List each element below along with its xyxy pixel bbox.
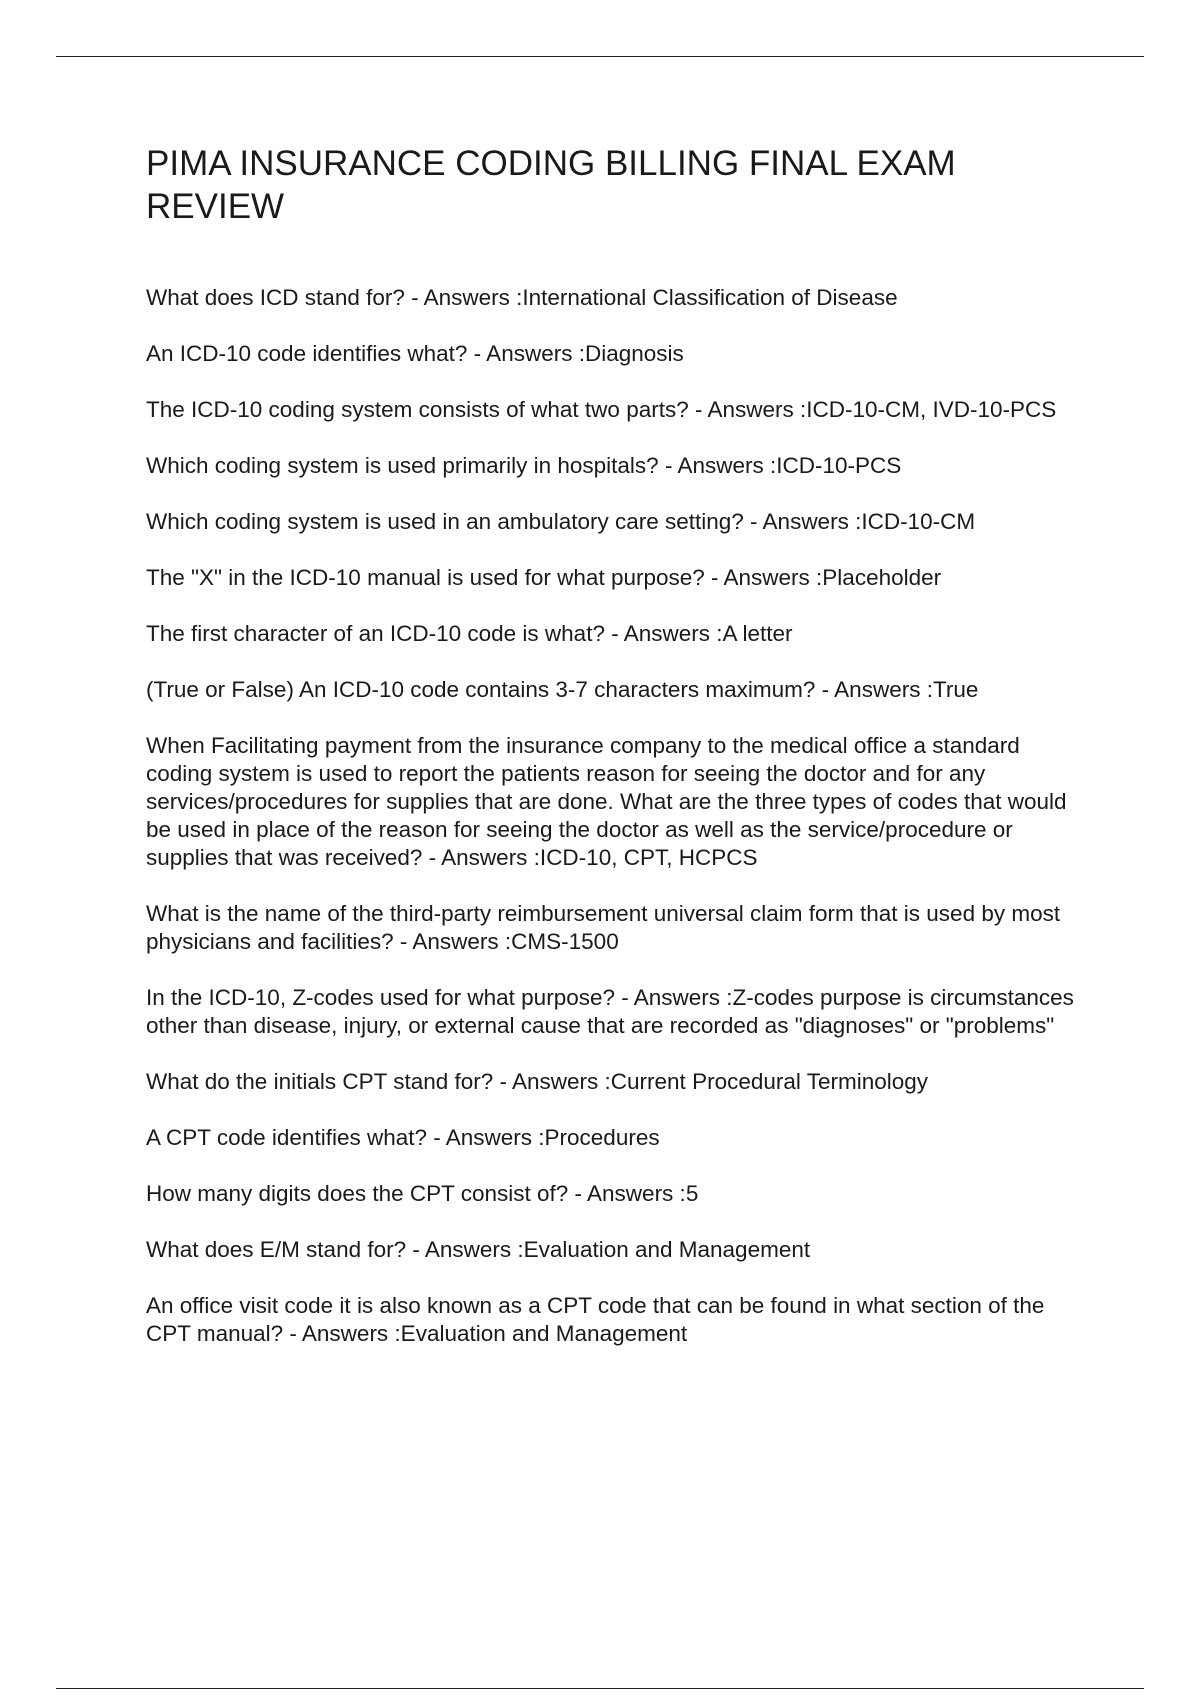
qa-item: The first character of an ICD-10 code is what? - Answers :A letter xyxy=(146,621,793,646)
qa-item: What do the initials CPT stand for? - Answers :Current Procedural Terminology xyxy=(146,1069,929,1094)
qa-item: The ICD-10 coding system consists of what two parts? - Answers :ICD-10-CM, IVD-10-PCS xyxy=(146,397,1057,422)
qa-item: Which coding system is used primarily in hospitals? - Answers :ICD-10-PCS xyxy=(146,453,902,478)
qa-item: An ICD-10 code identifies what? - Answers :Diagnosis xyxy=(146,341,684,366)
top-divider xyxy=(56,56,1144,57)
qa-item: The "X" in the ICD-10 manual is used for what purpose? - Answers :Placeholder xyxy=(146,565,942,590)
page-title: PIMA INSURANCE CODING BILLING FINAL EXAM REVIEW xyxy=(146,144,956,226)
qa-item: What does E/M stand for? - Answers :Evaluation and Management xyxy=(146,1237,811,1262)
qa-item: In the ICD-10, Z-codes used for what purpose? - Answers :Z-codes purpose is circumstances other than disease, injury, or external cause that are recorded as "diagnoses" or "problems" xyxy=(146,985,1074,1038)
qa-item: An office visit code it is also known as a CPT code that can be found in what section of the CPT manual? - Answers :Evaluation and Management xyxy=(146,1293,1045,1346)
qa-item: What is the name of the third-party reimbursement universal claim form that is used by most physicians and facilities? - Answers :CMS-1500 xyxy=(146,901,1061,954)
qa-item: Which coding system is used in an ambulatory care setting? - Answers :ICD-10-CM xyxy=(146,509,976,534)
bottom-divider xyxy=(56,1688,1144,1689)
qa-item: What does ICD stand for? - Answers :International Classification of Disease xyxy=(146,285,898,310)
qa-item: When Facilitating payment from the insurance company to the medical office a standard coding system is used to report the patients reason for seeing the doctor and for any services/procedures for supplies that are done. What are the three types of codes that would be used in place of the reason for seeing the doctor as well as the service/procedure or supplies that was received? - Answers :ICD-10, CPT, HCPCS xyxy=(146,733,1067,870)
qa-list xyxy=(146,284,1092,1376)
qa-item: How many digits does the CPT consist of? - Answers :5 xyxy=(146,1181,699,1206)
qa-item: (True or False) An ICD-10 code contains 3-7 characters maximum? - Answers :True xyxy=(146,677,979,702)
qa-item: A CPT code identifies what? - Answers :Procedures xyxy=(146,1125,660,1150)
